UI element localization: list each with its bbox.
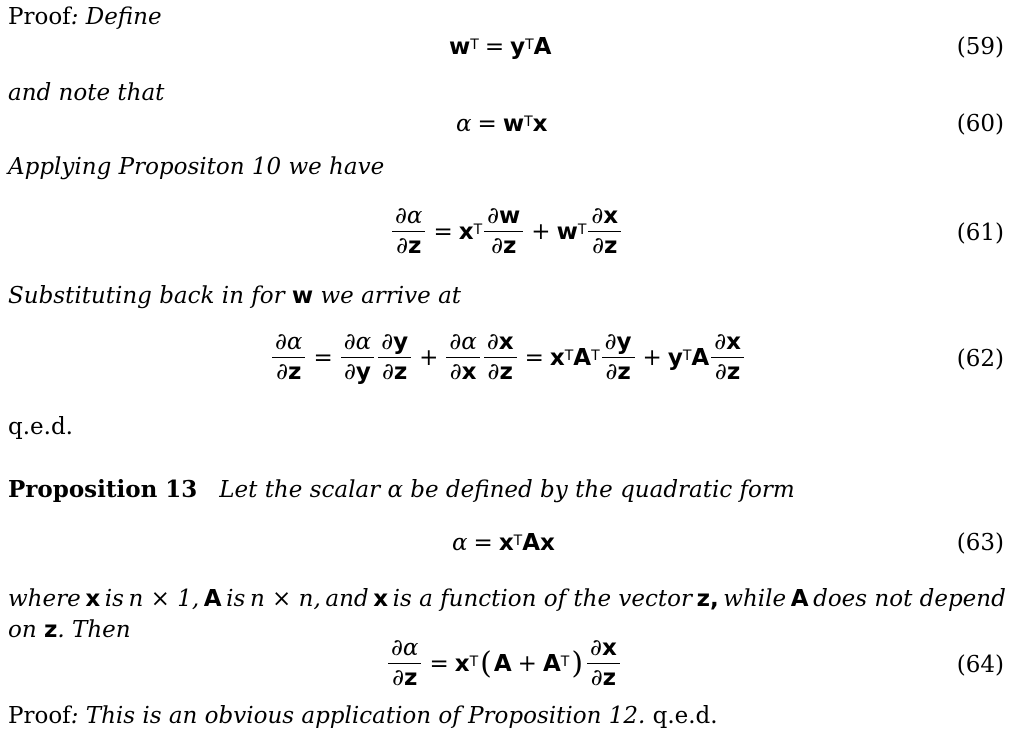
substituting-post: we arrive at [320, 283, 462, 309]
proof-2-line [8, 703, 718, 729]
eq63-sup: T [513, 533, 523, 549]
eq59-y: y [510, 34, 526, 60]
eq59-equals: = [484, 34, 505, 60]
qed-2: q.e.d. [652, 703, 718, 729]
eq63-Ax: Ax [522, 530, 555, 556]
substituting-w: w [291, 283, 314, 309]
eq60-alpha: α [456, 111, 472, 137]
eq61-frac1: $\frac{\partial\alpha}{\partial z}$ [392, 204, 425, 260]
qed-1: q.e.d. [8, 414, 73, 440]
eq63-equals: = [473, 530, 493, 556]
proof-label: Proof [8, 4, 71, 30]
eq60-equals: = [477, 111, 497, 137]
where-line: where x is n × 1, A is n × n, and x is a function of the vector z, while A does not depend [8, 586, 1006, 612]
define-text: : Define [70, 4, 162, 30]
eq59-sup1: T [470, 37, 479, 53]
eq61-sup1: T [473, 221, 483, 238]
eq60-x: x [532, 111, 548, 137]
eq61-plus: + [531, 218, 551, 245]
eq61-x: x [458, 218, 474, 245]
substituting-line [8, 283, 461, 309]
eq64-number: (64) [956, 652, 1004, 678]
eq61-frac2: $\frac{\partial w}{\partial z}$ [484, 204, 523, 260]
proof-define-line [8, 4, 162, 30]
proposition-13-label: Proposition 13 [8, 476, 198, 503]
eq61-number: (61) [956, 220, 1004, 246]
eq59-w: w [449, 34, 471, 60]
substituting-pre: Substituting back in for [8, 283, 285, 309]
eq59-A: A [533, 34, 552, 60]
eq61-sup2: T [577, 221, 587, 238]
proposition-13-statement: Let the scalar α be defined by the quadratic form [219, 477, 795, 503]
eq61-w: w [556, 218, 578, 245]
on-z-line: on z. Then [8, 617, 131, 643]
proof-2-label: Proof [8, 703, 71, 729]
eq61-frac3: $\frac{\partial x}{\partial z}$ [588, 204, 621, 260]
eq61-equals: = [433, 218, 453, 245]
note-that-line: and note that [8, 80, 165, 106]
eq60-w: w [502, 111, 525, 137]
eq59-sup2: T [525, 37, 534, 53]
proposition-13-line [8, 476, 795, 503]
proof-2-text: : This is an obvious application of Proposition 12. [70, 703, 646, 729]
eq63-x: x [498, 530, 514, 556]
applying-line: Applying Propositon 10 we have [8, 154, 385, 180]
eq59-number: (59) [956, 34, 1004, 60]
eq60-number: (60) [956, 111, 1004, 137]
eq63-number: (63) [956, 530, 1004, 556]
eq60-sup: T [524, 114, 533, 130]
eq63-alpha: α [452, 530, 468, 556]
eq62-number: (62) [956, 346, 1004, 372]
